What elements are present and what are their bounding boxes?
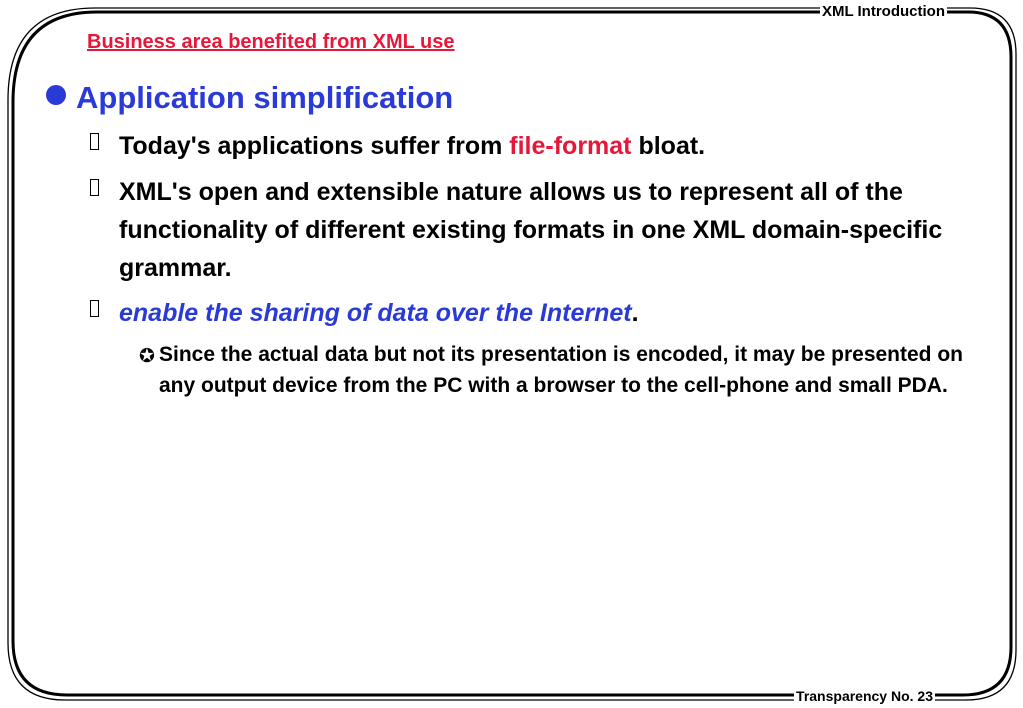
sub-bullet-extensible-nature (88, 173, 993, 287)
sub-bullet-file-format (88, 127, 993, 165)
sub-bullet-text (88, 294, 993, 332)
box-glyph-icon (90, 300, 99, 317)
footer-label: Transparency No. 23 (796, 688, 933, 704)
bullet-text: Application simplification (76, 80, 454, 115)
sub-bullet-text: XML's open and extensible nature allows us to represent all of the functionality of different existing formats in one XML domain-specific grammar. (119, 178, 943, 282)
highlight-file-format: file-format (509, 132, 632, 160)
sub-bullet-text-after: . (631, 299, 639, 327)
header-label: XML Introduction (821, 3, 945, 20)
filled-circle-icon (46, 85, 66, 105)
box-glyph-icon (90, 179, 99, 196)
sub-bullet-text-before: Today's applications suffer from (119, 132, 510, 160)
bullet-application-simplification (46, 80, 453, 116)
slide-title: Business area benefited from XML use (87, 31, 455, 53)
sub-bullet-sharing-data (88, 294, 993, 332)
sub-bullet-text (88, 127, 993, 165)
subsub-bullet-presentation (139, 339, 989, 401)
subsub-bullet-text: Since the actual data but not its presentation is encoded, it may be presented on any output device from the PC with a browser to the cell-phone and small PDA. (159, 343, 963, 397)
sub-bullet-text-after: bloat. (631, 132, 706, 160)
box-glyph-icon (90, 133, 99, 150)
circled-star-icon: ✪ (139, 346, 155, 367)
italic-sharing-text: enable the sharing of data over the Internet (119, 299, 632, 327)
